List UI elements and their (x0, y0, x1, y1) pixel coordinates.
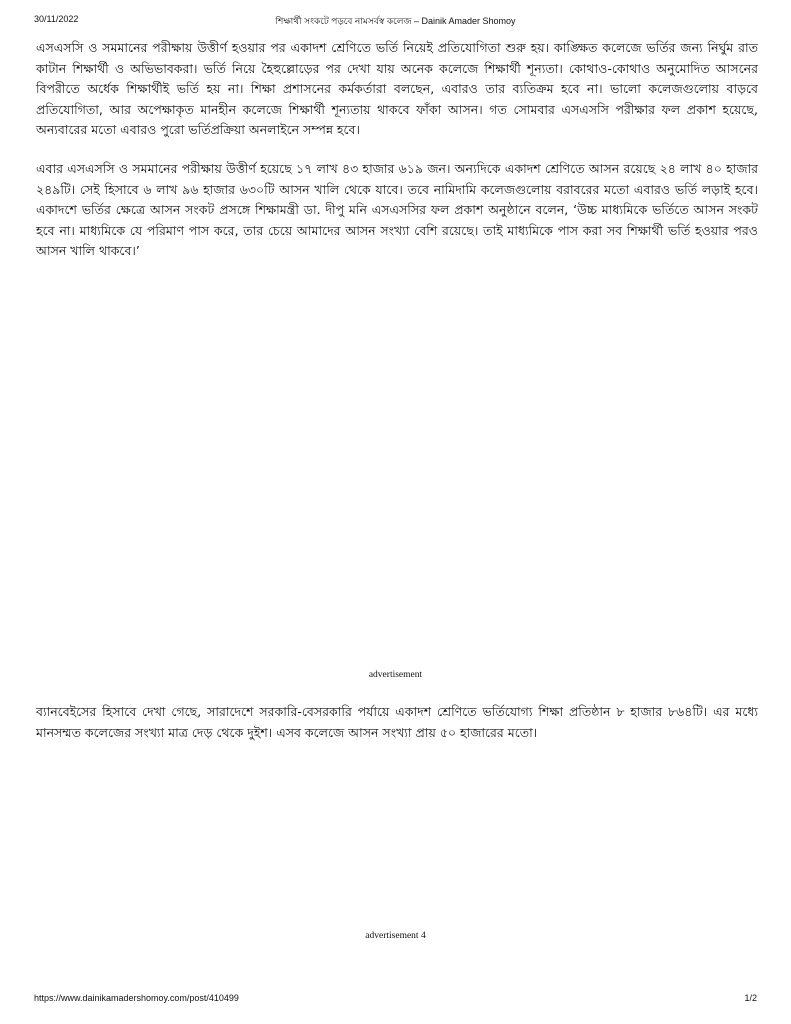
advertisement-label-4: advertisement 4 (365, 931, 426, 941)
page-number: 1/2 (744, 993, 757, 1003)
page-url[interactable]: https://www.dainikamadershomoy.com/post/410499 (34, 993, 239, 1003)
article-paragraph-2: এবার এসএসসি ও সমমানের পরীক্ষায় উত্তীর্ণ হয়েছে ১৭ লাখ ৪৩ হাজার ৬১৯ জন। অন্যদিকে একাদশ শ্রেণিতে আসন রয়েছে ২৪ লাখ ৪০ হাজার ২৪৯টি। সেই হিসাবে ৬ লাখ ৯৬ হাজার ৬৩০টি আসন খালি থেকে যাবে। তবে নামিদামি কলেজগুলোয় বরাবরের মতো এবারও ভর্তি লড়াই হবে। একাদশে ভর্তির ক্ষেত্রে আসন সংকট প্রসঙ্গে শিক্ষামন্ত্রী ডা. দীপু মনি এসএসসির ফল প্রকাশ অনুষ্ঠানে বলেন, ‘উচ্চ মাধ্যমিকে ভর্তিতে আসন সংকট হবে না। মাধ্যমিকে যে পরিমাণ পাস করে, তার চেয়ে আমাদের আসন সংখ্যা বেশি রয়েছে। তাই মাধ্যমিকে পাস করা সব শিক্ষার্থী ভর্তি হওয়ার পরও আসন খালি থাকবে।’ (36, 161, 758, 258)
article-paragraph-3: ব্যানবেইসের হিসাবে দেখা গেছে, সারাদেশে সরকারি-বেসরকারি পর্যায়ে একাদশ শ্রেণিতে ভর্তিযোগ্য শিক্ষা প্রতিষ্ঠান ৮ হাজার ৮৬৪টি। এর মধ্যে মানসম্মত কলেজের সংখ্যা মাত্র দেড় থেকে দুইশ। এসব কলেজে আসন সংখ্যা প্রায় ৫০ হাজারের মতো। (36, 704, 758, 740)
advertisement-label: advertisement (368, 670, 423, 680)
article-paragraph-1: এসএসসি ও সমমানের পরীক্ষায় উত্তীর্ণ হওয়ার পর একাদশ শ্রেণিতে ভর্তি নিয়েই প্রতিযোগিতা শুরু হয়। কাঙ্ক্ষিত কলেজে ভর্তির জন্য নির্ঘুম রাত কাটান শিক্ষার্থী ও অভিভাবকরা। ভর্তি নিয়ে হৈহুল্লোড়ের পর দেখা যায় অনেক কলেজে শিক্ষার্থী শূন্যতা। কোথাও-কোথাও অনুমোদিত আসনের বিপরীতে অর্ধেক শিক্ষার্থীই ভর্তি হয় না। শিক্ষা প্রশাসনের কর্মকর্তারা বলছেন, এবারও তার ব্যতিক্রম হবে না। ভালো কলেজগুলোয় বাড়বে প্রতিযোগিতা, আর অপেক্ষাকৃত মানহীন কলেজে শিক্ষার্থী শূন্যতায় থাকবে ফাঁকা আসন। গত সোমবার এসএসসি পরীক্ষার ফল প্রকাশ হয়েছে, অন্যবারের মতো এবারও পুরো ভর্তিপ্রক্রিয়া অনলাইনে সম্পন্ন হবে। (36, 40, 758, 137)
print-date: 30/11/2022 (34, 14, 79, 24)
page-title: শিক্ষার্থী সংকটে পড়বে নামসর্বস্ব কলেজ – Dainik Amader Shomoy (275, 16, 516, 26)
